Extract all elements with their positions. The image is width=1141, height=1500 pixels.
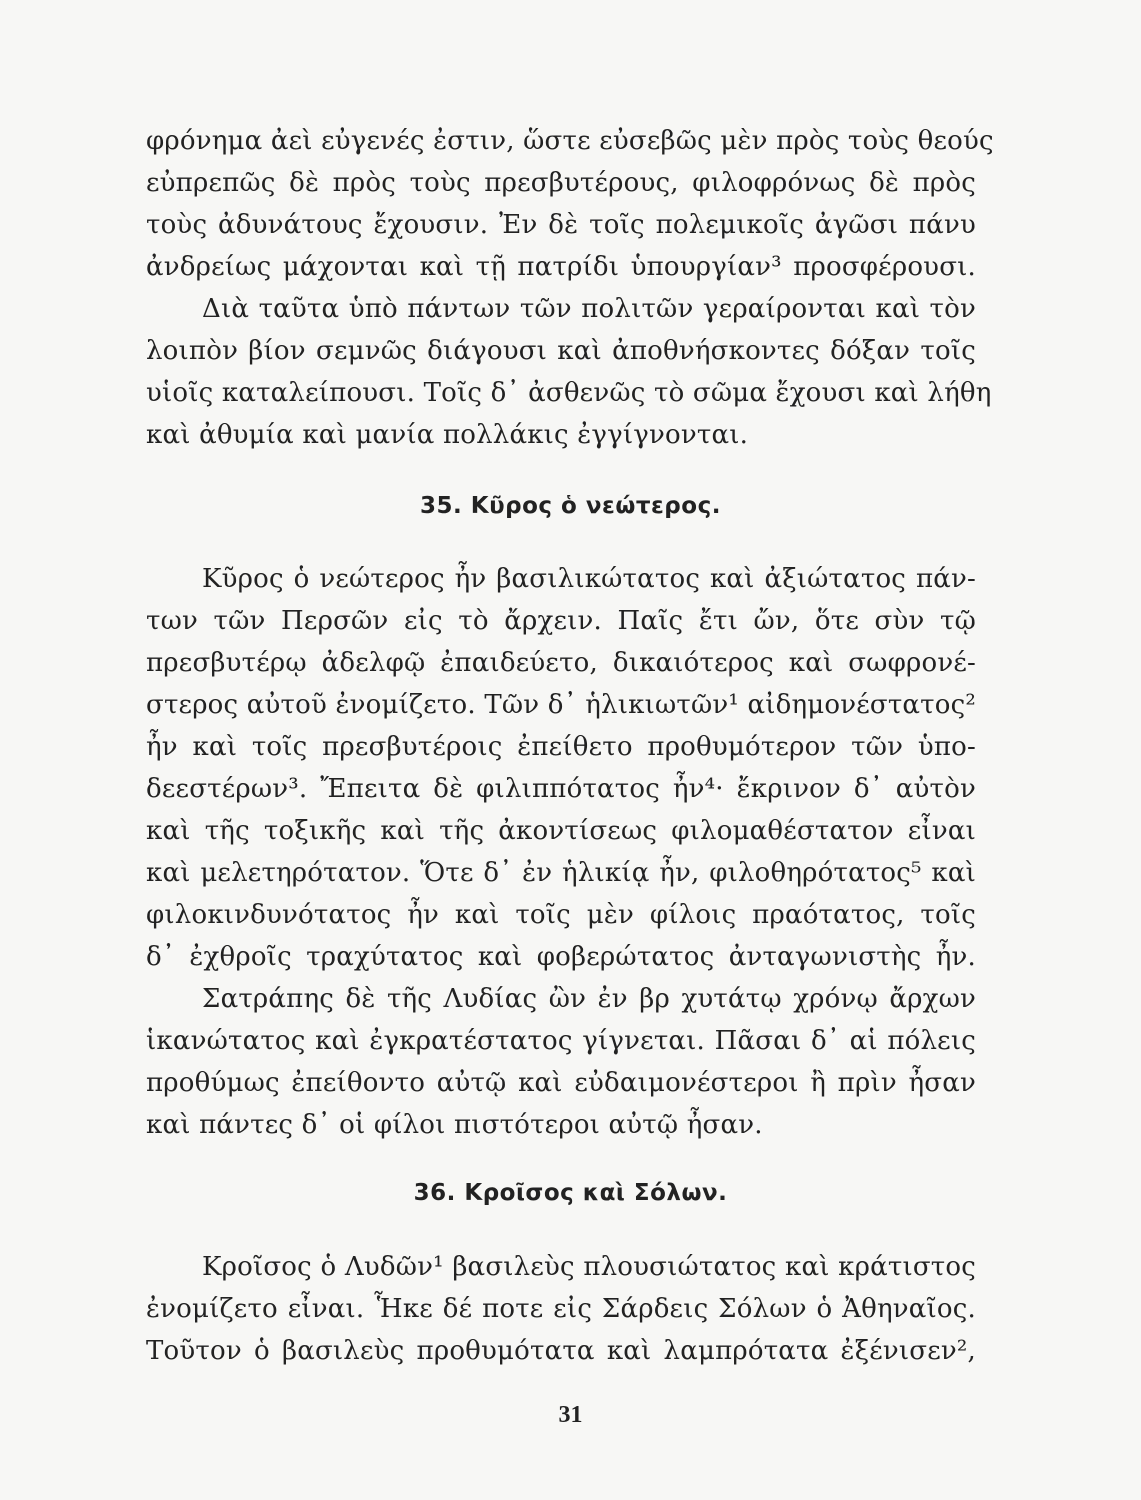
text-line: δ᾽ ἐχθροῖς τραχύτατος καὶ φοβερώτατος ἀνταγωνιστὴς ἦν. bbox=[146, 942, 976, 972]
text-line: των τῶν Περσῶν εἰς τὸ ἄρχειν. Παῖς ἔτι ὤν, ὅτε σὺν τῷ bbox=[146, 606, 976, 636]
text-line: ἱκανώτατος καὶ ἐγκρατέστατος γίγνεται. Πᾶσαι δ᾽ αἱ πόλεις bbox=[146, 1026, 976, 1056]
text-line: καὶ μελετηρότατον. Ὅτε δ᾽ ἐν ἡλικίᾳ ἦν, φιλοθηρότατος⁵ καὶ bbox=[146, 858, 976, 888]
text-line: Κροῖσος ὁ Λυδῶν¹ βασιλεὺς πλουσιώτατος καὶ κράτιστος bbox=[202, 1252, 976, 1282]
text-line: καὶ πάντες δ᾽ οἱ φίλοι πιστότεροι αὐτῷ ἦσαν. bbox=[146, 1110, 763, 1140]
text-line: Σατράπης δὲ τῆς Λυδίας ὢν ἐν βρ χυτάτῳ χρόνῳ ἄρχων bbox=[202, 984, 976, 1014]
section-heading-35: 35. Κῦρος ὁ νεώτερος. bbox=[420, 493, 721, 519]
text-line: Τοῦτον ὁ βασιλεὺς προθυμότατα καὶ λαμπρότατα ἐξένισεν², bbox=[146, 1336, 976, 1366]
text-line: λοιπὸν βίον σεμνῶς διάγουσι καὶ ἀποθνήσκοντες δόξαν τοῖς bbox=[146, 336, 976, 366]
text-line: τοὺς ἀδυνάτους ἔχουσιν. Ἐν δὲ τοῖς πολεμικοῖς ἀγῶσι πάνυ bbox=[146, 210, 976, 240]
text-line: στερος αὐτοῦ ἐνομίζετο. Τῶν δ᾽ ἡλικιωτῶν¹ αἰδημονέστατος² bbox=[146, 690, 976, 720]
text-line: υἱοῖς καταλείπουσι. Τοῖς δ᾽ ἀσθενῶς τὸ σῶμα ἔχουσι καὶ λήθη bbox=[146, 378, 992, 408]
text-line: εὐπρεπῶς δὲ πρὸς τοὺς πρεσβυτέρους, φιλοφρόνως δὲ πρὸς bbox=[146, 168, 976, 198]
text-line: προθύμως ἐπείθοντο αὐτῷ καὶ εὐδαιμονέστεροι ἢ πρὶν ἦσαν bbox=[146, 1068, 976, 1098]
page-number: 31 bbox=[558, 1402, 583, 1428]
text-line: Κῦρος ὁ νεώτερος ἦν βασιλικώτατος καὶ ἀξιώτατος πάν- bbox=[202, 564, 976, 594]
text-line: καὶ τῆς τοξικῆς καὶ τῆς ἀκοντίσεως φιλομαθέστατον εἶναι bbox=[146, 816, 976, 846]
text-line: φιλοκινδυνότατος ἦν καὶ τοῖς μὲν φίλοις πραότατος, τοῖς bbox=[146, 900, 976, 930]
text-line: ἀνδρείως μάχονται καὶ τῇ πατρίδι ὑπουργίαν³ προσφέρουσι. bbox=[146, 252, 976, 282]
section-heading-36: 36. Κροῖσος καὶ Σόλων. bbox=[413, 1180, 728, 1206]
text-line: δεεστέρων³. Ἔπειτα δὲ φιλιππότατος ἦν⁴· ἔκρινον δ᾽ αὐτὸν bbox=[146, 774, 976, 804]
text-line: ἐνομίζετο εἶναι. Ἧκε δέ ποτε εἰς Σάρδεις Σόλων ὁ Ἀθηναῖος. bbox=[146, 1294, 976, 1324]
text-line: φρόνημα ἀεὶ εὐγενές ἐστιν, ὥστε εὐσεβῶς μὲν πρὸς τοὺς θεούς bbox=[146, 126, 994, 156]
text-line: καὶ ἀθυμία καὶ μανία πολλάκις ἐγγίγνονται. bbox=[146, 420, 749, 450]
text-line: ἦν καὶ τοῖς πρεσβυτέροις ἐπείθετο προθυμότερον τῶν ὑπο- bbox=[146, 732, 976, 762]
text-line: πρεσβυτέρῳ ἀδελφῷ ἐπαιδεύετο, δικαιότερος καὶ σωφρονέ- bbox=[146, 648, 976, 678]
text-line: Διὰ ταῦτα ὑπὸ πάντων τῶν πολιτῶν γεραίρονται καὶ τὸν bbox=[202, 294, 976, 324]
